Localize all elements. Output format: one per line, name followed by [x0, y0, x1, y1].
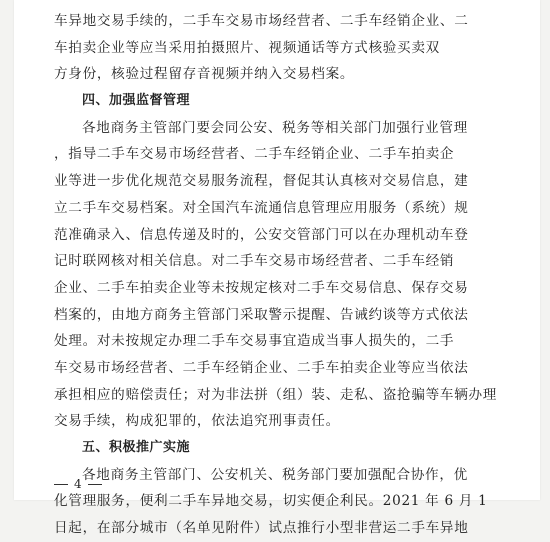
text-line: 车拍卖企业等应当采用拍摄照片、视频通话等方式核验买卖双 — [54, 39, 440, 56]
page-footer — [54, 474, 102, 494]
text-line: ，指导二手车交易市场经营者、二手车经销企业、二手车拍卖企 — [54, 146, 455, 163]
section-heading: 四、加强监督管理 — [82, 93, 191, 109]
text-line: 处理。对未按规定办理二手车交易事宜造成当事人损失的，二手 — [54, 333, 455, 350]
text-line: 立二手车交易档案。对全国汽车流通信息管理应用服务（系统）规 — [54, 199, 469, 216]
footer-dash-right — [88, 484, 102, 485]
text-line: 交易手续，构成犯罪的，依法追究刑事责任。 — [54, 413, 340, 430]
text-line: 日起，在部分城市（名单见附件）试点推行小型非营运二手车异地 — [54, 520, 469, 537]
text-line: 企业、二手车拍卖企业等未按规定核对二手车交易信息、保存交易 — [54, 279, 469, 296]
text-line: 档案的，由地方商务主管部门采取警示提醒、告诫约谈等方式依法 — [54, 306, 469, 323]
text-line: 业等进一步优化规范交易服务流程，督促其认真核对交易信息，建 — [54, 173, 469, 190]
section-heading: 五、积极推广实施 — [82, 440, 191, 455]
text-line: 车交易市场经营者、二手车经销企业、二手车拍卖企业等应当依法 — [54, 359, 469, 376]
text-line: 方身份，核验过程留存音视频并纳入交易档案。 — [54, 66, 355, 83]
text-line: 各地商务主管部门要会同公安、税务等相关部门加强行业管理 — [82, 119, 468, 136]
document-page — [14, 0, 540, 537]
text-line: 范准确录入、信息传递及时的，公安交管部门可以在办理机动车登 — [54, 226, 469, 243]
footer-dash-left — [54, 484, 68, 485]
document-body — [54, 8, 522, 542]
text-line: 承担相应的赔偿责任；对为非法拼（组）装、走私、盗抢骗等车辆办理 — [54, 386, 498, 403]
text-line: 各地商务主管部门、公安机关、税务部门要加强配合协作，优 — [82, 466, 468, 483]
text-line: 车异地交易手续的，二手车交易市场经营者、二手车经销企业、二 — [54, 13, 469, 29]
text-line: 化管理服务，便利二手车异地交易，切实便企利民。2021 年 6 月 1 — [54, 493, 488, 510]
text-line: 记时联网核对相关信息。对二手车交易市场经营者、二手车经销 — [54, 253, 455, 270]
page-number: 4 — [74, 477, 82, 491]
